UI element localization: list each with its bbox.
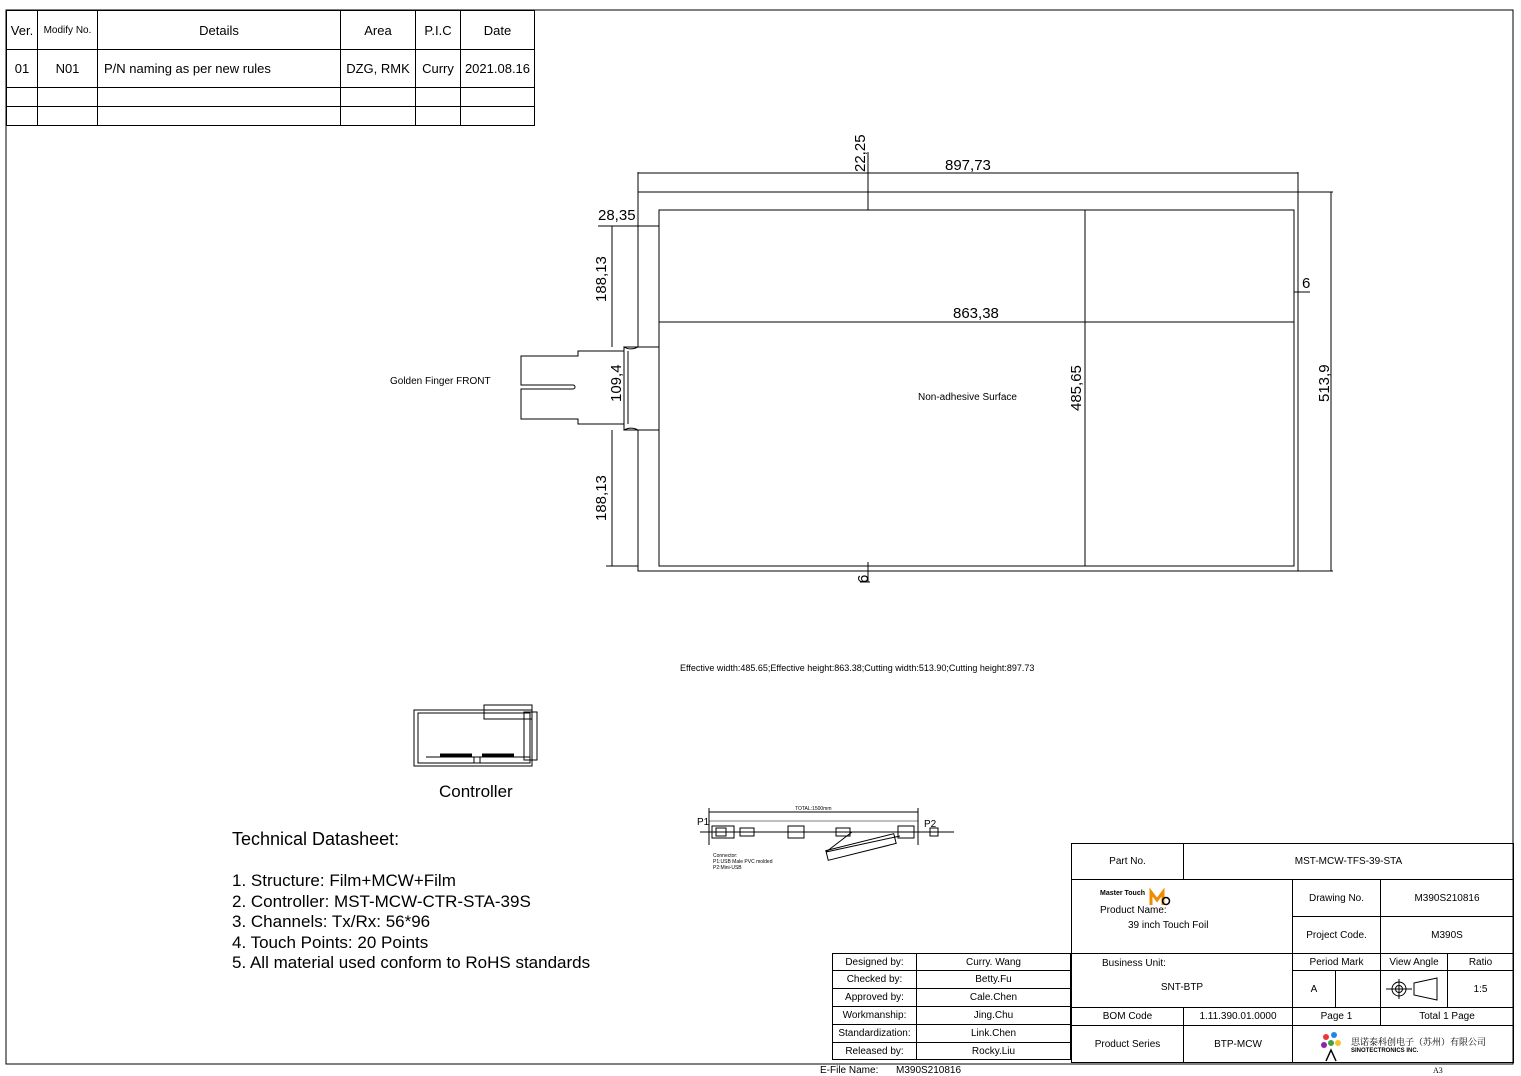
dim-inner-height: 485,65 — [1068, 365, 1085, 411]
dim-lower-side: 188,13 — [593, 475, 610, 521]
signature-role: Workmanship: — [833, 1007, 917, 1025]
sheet-size: A3 — [1433, 1066, 1443, 1075]
signature-name: Rocky.Liu — [917, 1043, 1071, 1060]
dim-tail-width: 109,4 — [608, 364, 625, 402]
dim-upper-side: 188,13 — [593, 256, 610, 302]
signature-role: Checked by: — [833, 971, 917, 989]
title-row-series — [1072, 1026, 1514, 1063]
dim-top-offset: 22,25 — [852, 134, 869, 172]
business-cell — [1072, 954, 1293, 1008]
cable-connector-notes — [713, 853, 772, 871]
project-code-value: M390S — [1381, 917, 1514, 954]
dim-inner-width: 863,38 — [953, 305, 999, 322]
signature-row — [833, 1043, 1071, 1060]
dim-right-margin: 6 — [1302, 275, 1311, 292]
product-name-value: 39 inch Touch Foil — [1128, 920, 1209, 931]
datasheet-item: 2. Controller: MST-MCW-CTR-STA-39S — [232, 891, 531, 911]
ratio-label: Ratio — [1448, 954, 1514, 971]
part-no-label: Part No. — [1072, 844, 1184, 880]
effective-size-note: Effective width:485.65;Effective height:863.38;Cutting width:513.90;Cutting height:897.73 — [680, 663, 1035, 673]
drawing-no-value: M390S210816 — [1381, 880, 1514, 917]
efile-label: E-File Name: — [820, 1065, 879, 1076]
signature-role: Designed by: — [833, 954, 917, 971]
inner-area — [659, 210, 1294, 566]
ratio-value: 1:5 — [1448, 971, 1514, 1008]
surface-label: Non-adhesive Surface — [918, 392, 1017, 403]
controller-label: Controller — [439, 782, 513, 801]
controller-board — [414, 710, 532, 766]
signature-row — [833, 954, 1071, 971]
drawing-no-label: Drawing No. — [1293, 880, 1381, 917]
product-name-label: Product Name: — [1100, 905, 1167, 916]
signature-row — [833, 1025, 1071, 1043]
rev-col-ver: Ver. — [7, 11, 38, 50]
view-angle-label: View Angle — [1381, 954, 1448, 971]
connector-note-line: Connector: — [713, 853, 738, 859]
cable-p2-label: P2 — [924, 819, 937, 830]
title-row-part — [1072, 844, 1514, 880]
rev-col-pic: P.I.C — [416, 11, 461, 50]
datasheet-list — [232, 871, 590, 974]
total-pages: Total 1 Page — [1381, 1008, 1514, 1026]
signature-row — [833, 989, 1071, 1007]
signature-name: Betty.Fu — [917, 971, 1071, 989]
period-mark-blank — [1336, 971, 1381, 1008]
golden-finger-label: Golden Finger FRONT — [390, 376, 491, 387]
dim-top-width: 897,73 — [945, 157, 991, 174]
rev-cell: 2021.08.16 — [461, 50, 535, 88]
rev-cell: P/N naming as per new rules — [98, 50, 341, 88]
connector-note-line: P2:Mini-USB — [713, 865, 742, 871]
signature-role: Released by: — [833, 1043, 917, 1060]
signature-role: Standardization: — [833, 1025, 917, 1043]
dim-left-offset: 28,35 — [598, 207, 636, 224]
signature-role: Approved by: — [833, 989, 917, 1007]
product-cell — [1072, 880, 1293, 954]
signature-name: Jing.Chu — [917, 1007, 1071, 1025]
rev-col-area: Area — [341, 11, 416, 50]
business-unit-value: SNT-BTP — [1160, 982, 1204, 993]
rev-col-date: Date — [461, 11, 535, 50]
efile-name: M390S210816 — [896, 1065, 962, 1076]
company-name-cn: 思诺泰科创电子（苏州）有限公司 — [1351, 1037, 1487, 1048]
signature-name: Cale.Chen — [917, 989, 1071, 1007]
title-row-bom — [1072, 1008, 1514, 1026]
rev-cell: Curry — [416, 50, 461, 88]
datasheet-item: 3. Channels: Tx/Rx: 56*96 — [232, 912, 431, 931]
title-row-product — [1072, 880, 1514, 917]
title-row-business — [1072, 954, 1514, 971]
bom-code-value: 1.11.390.01.0000 — [1184, 1008, 1293, 1026]
dim-bottom-margin: 6 — [855, 574, 872, 583]
outer-outline — [624, 192, 1298, 571]
period-mark-label: Period Mark — [1293, 954, 1381, 971]
master-touch-logo: Master Touch — [1100, 890, 1145, 897]
signature-row — [833, 1007, 1071, 1025]
signature-name: Curry. Wang — [917, 954, 1071, 971]
company-name-en: SINOTECTRONICS INC. — [1351, 1047, 1419, 1054]
datasheet-item: 1. Structure: Film+MCW+Film — [232, 871, 456, 890]
rev-col-details: Details — [98, 11, 341, 50]
cable-total-label: TOTAL:1500mm — [795, 806, 832, 812]
view-angle-cell — [1381, 971, 1448, 1008]
project-code-label: Project Code. — [1293, 917, 1381, 954]
rev-col-modify: Modify No. — [38, 11, 98, 50]
product-series-label: Product Series — [1072, 1026, 1184, 1063]
business-unit-label: Business Unit: — [1102, 958, 1166, 969]
part-no-value: MST-MCW-TFS-39-STA — [1184, 844, 1514, 880]
period-mark-value: A — [1293, 971, 1336, 1008]
dim-outer-height: 513,9 — [1316, 364, 1333, 402]
datasheet-item: 4. Touch Points: 20 Points — [232, 932, 429, 952]
rev-cell: 01 — [7, 50, 38, 88]
datasheet-title: Technical Datasheet: — [232, 829, 400, 849]
datasheet-item: 5. All material used conform to RoHS standards — [232, 953, 591, 972]
signature-row — [833, 971, 1071, 989]
bom-code-label: BOM Code — [1072, 1008, 1184, 1026]
company-cell — [1293, 1026, 1514, 1063]
cable-p1-label: P1 — [697, 817, 710, 828]
page-number: Page 1 — [1293, 1008, 1381, 1026]
signature-table — [832, 953, 1071, 1060]
title-block — [1071, 843, 1514, 1063]
product-series-value: BTP-MCW — [1184, 1026, 1293, 1063]
signature-name: Link.Chen — [917, 1025, 1071, 1043]
rev-cell: DZG, RMK — [341, 50, 416, 88]
rev-cell: N01 — [38, 50, 98, 88]
connector-note-line: P1:USB Male PVC molded — [713, 859, 773, 865]
